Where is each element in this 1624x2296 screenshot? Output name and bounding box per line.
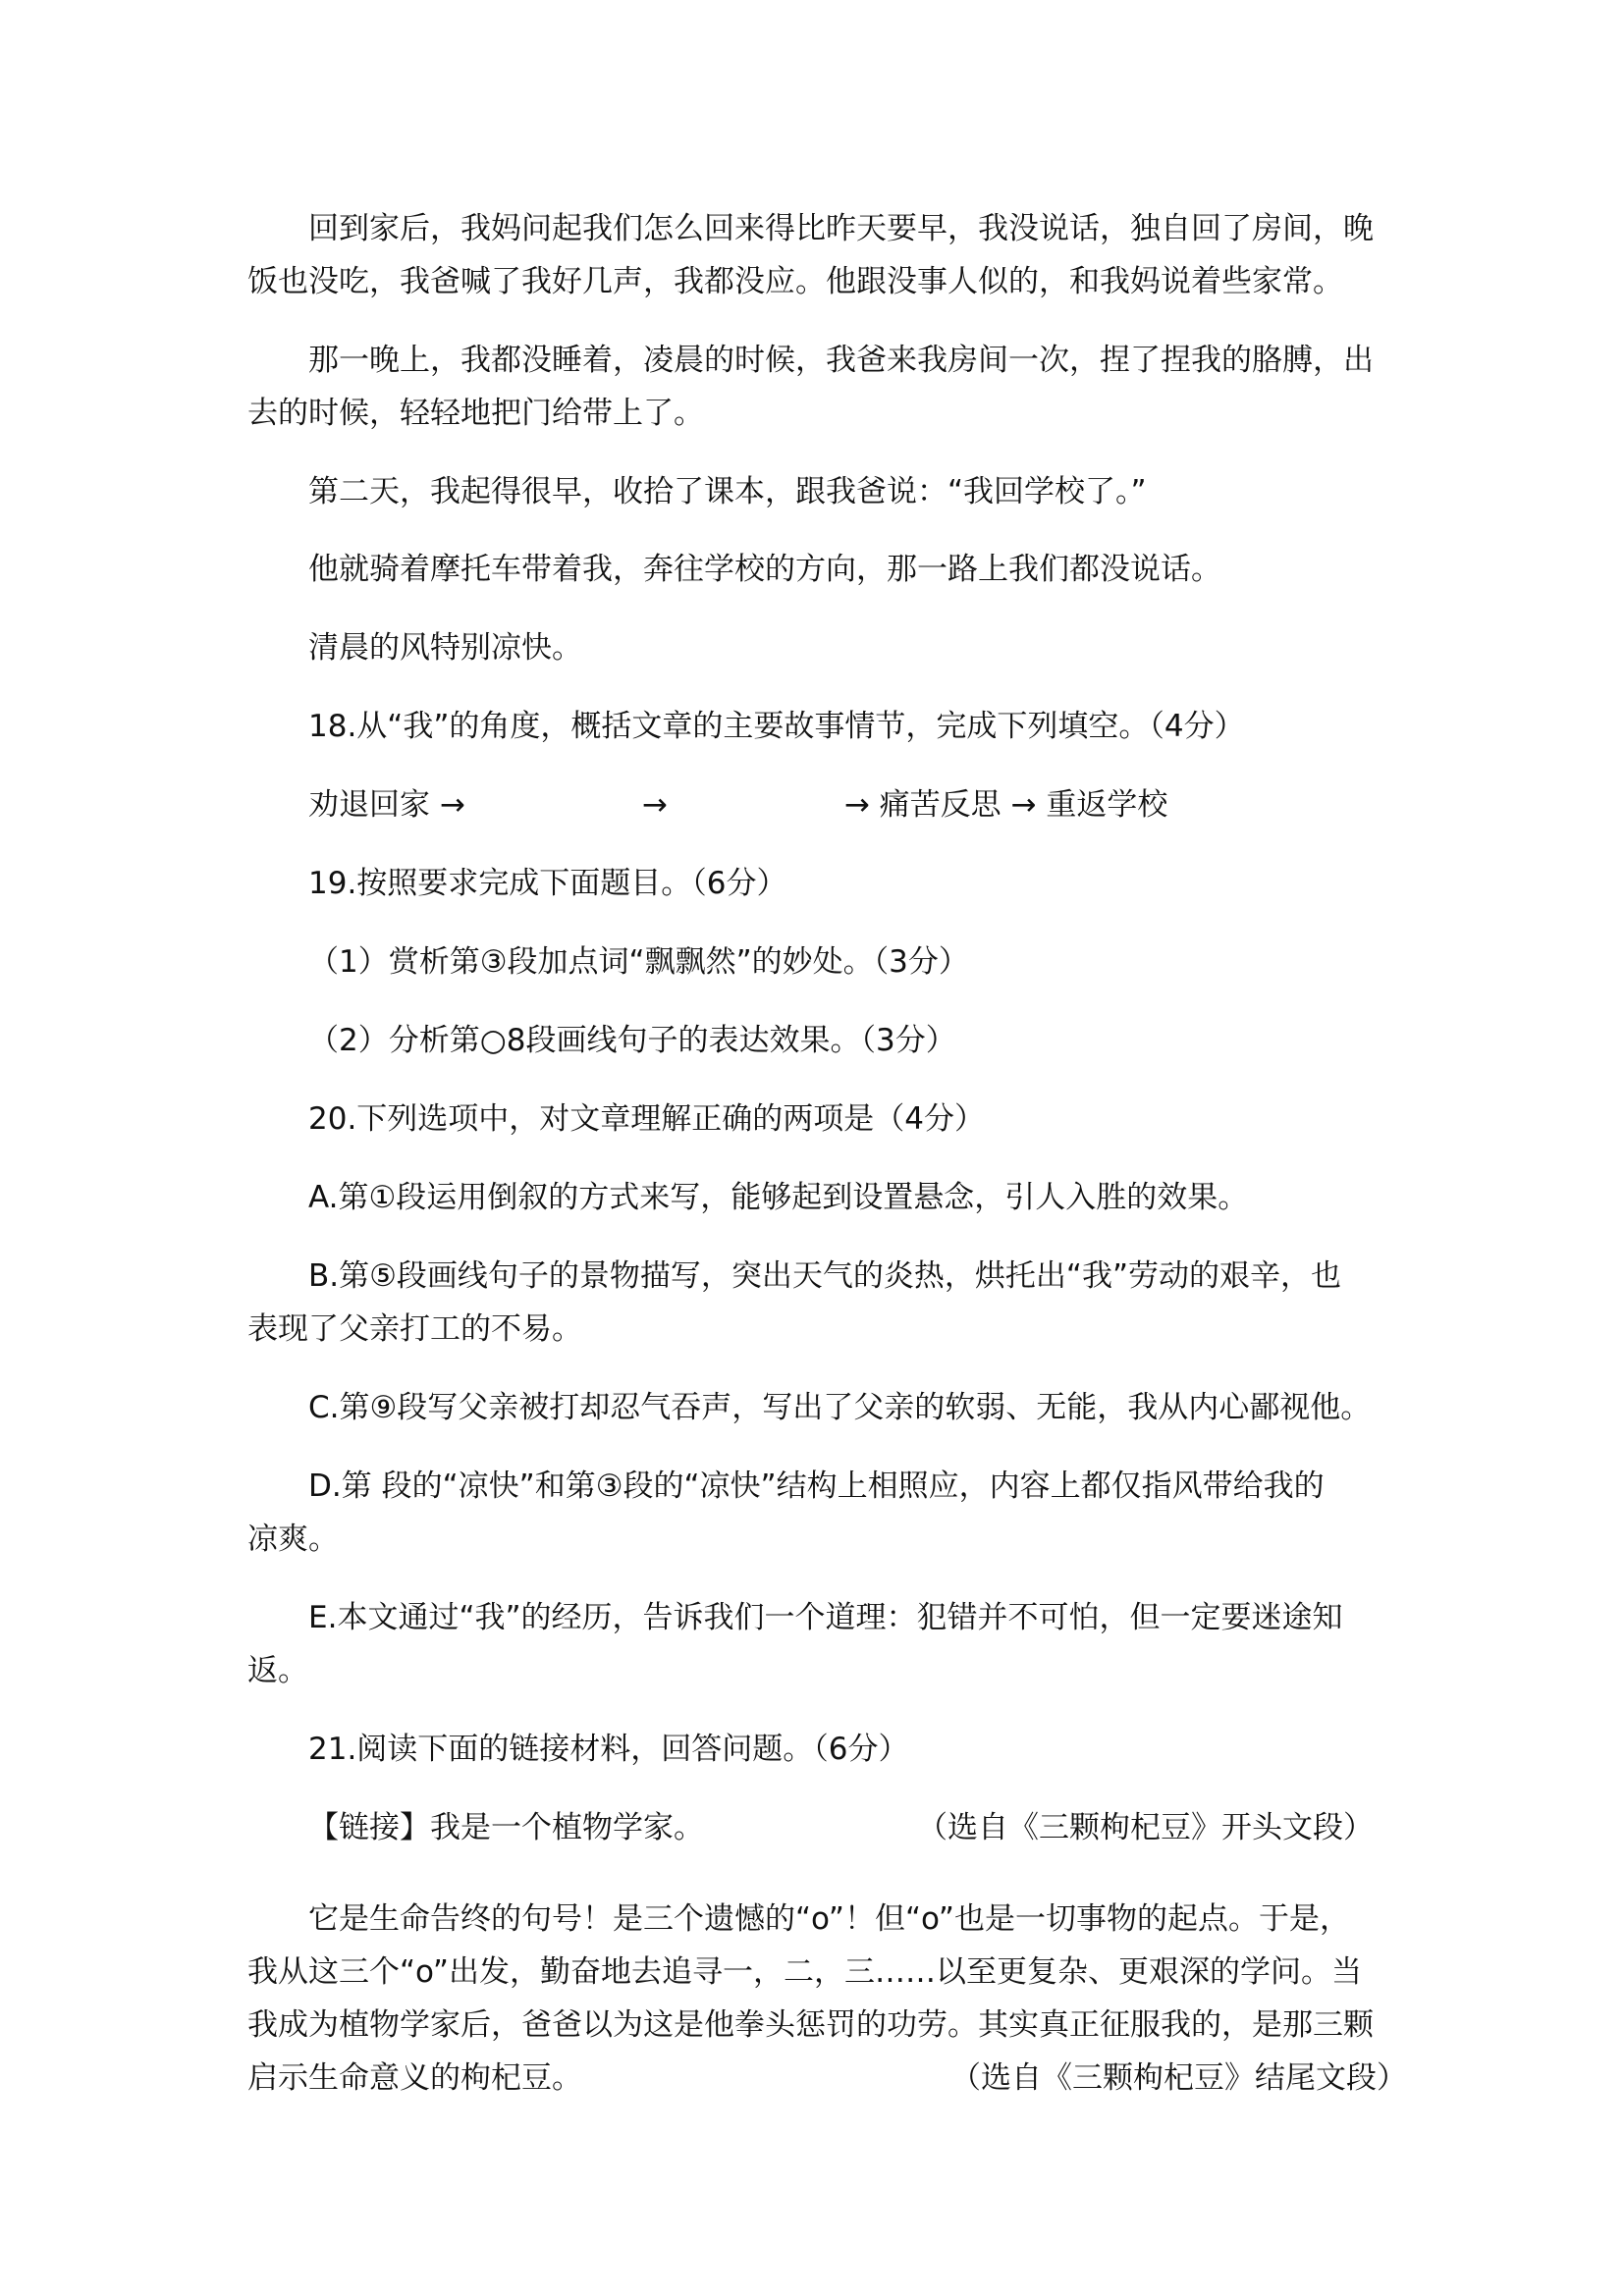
option-b-line-2: 表现了父亲打工的不易。 xyxy=(247,1311,582,1347)
story-paragraph-1-line-2: 饭也没吃，我爸喊了我好几声，我都没应。他跟没事人似的，和我妈说着些家常。 xyxy=(247,264,1343,299)
link-source: （选自《三颗枸杞豆》开头文段） xyxy=(917,1810,1374,1845)
option-a: A.第①段运用倒叙的方式来写，能够起到设置悬念，引人入胜的效果。 xyxy=(308,1180,1249,1215)
story-paragraph-1-line-1: 回到家后，我妈问起我们怎么回来得比昨天要早，我没说话，独自回了房间，晚 xyxy=(308,211,1374,246)
ending-source: （选自《三颗枸杞豆》结尾文段） xyxy=(950,2060,1407,2096)
ending-line-3: 我成为植物学家后，爸爸以为这是他拳头惩罚的功劳。其实真正征服我的，是那三颗 xyxy=(247,2007,1374,2043)
ending-line-2: 我从这三个“o”出发，勤奋地去追寻一，二，三……以至更复杂、更艰深的学问。当 xyxy=(247,1954,1362,1990)
flow-arrow: → xyxy=(641,787,668,823)
flow-end: → 痛苦反思 → 重返学校 xyxy=(843,787,1168,823)
question-21-prompt: 21.阅读下面的链接材料，回答问题。（6分） xyxy=(308,1732,909,1767)
question-20-prompt: 20.下列选项中，对文章理解正确的两项是（4分） xyxy=(308,1101,986,1137)
question-19-sub-2: （2）分析第○8段画线句子的表达效果。（3分） xyxy=(308,1023,956,1058)
question-18-plot-flow xyxy=(247,778,1377,831)
story-paragraph-4: 他就骑着摩托车带着我，奔往学校的方向，那一路上我们都没说话。 xyxy=(308,552,1221,587)
question-19-sub-1: （1）赏析第③段加点词“飘飘然”的妙处。（3分） xyxy=(308,944,969,980)
flow-start: 劝退回家 → xyxy=(308,787,465,823)
option-b-line-1: B.第⑤段画线句子的景物描写，突出天气的炎热，烘托出“我”劳动的艰辛，也 xyxy=(308,1258,1342,1294)
story-paragraph-3: 第二天，我起得很早，收拾了课本，跟我爸说：“我回学校了。” xyxy=(308,474,1147,509)
option-d-line-1: D.第 段的“凉快”和第③段的“凉快”结构上相照应，内容上都仅指风带给我的 xyxy=(308,1468,1325,1504)
option-c: C.第⑨段写父亲被打却忍气吞声，写出了父亲的软弱、无能，我从内心鄙视他。 xyxy=(308,1390,1372,1425)
story-paragraph-2-line-1: 那一晚上，我都没睡着，凌晨的时候，我爸来我房间一次，捏了捏我的胳膊，出 xyxy=(308,343,1374,378)
question-19-prompt: 19.按照要求完成下面题目。（6分） xyxy=(308,866,787,901)
story-paragraph-2-line-2: 去的时候，轻轻地把门给带上了。 xyxy=(247,396,704,431)
option-e-line-2: 返。 xyxy=(247,1653,308,1688)
story-paragraph-5: 清晨的风特别凉快。 xyxy=(308,630,582,666)
link-material: 【链接】我是一个植物学家。 xyxy=(308,1810,704,1845)
option-d-line-2: 凉爽。 xyxy=(247,1522,339,1557)
question-18-prompt: 18.从“我”的角度，概括文章的主要故事情节，完成下列填空。（4分） xyxy=(308,709,1245,744)
ending-line-4: 启示生命意义的枸杞豆。 xyxy=(247,2060,582,2096)
ending-line-1: 它是生命告终的句号！是三个遗憾的“o”！但“o”也是一切事物的起点。于是， xyxy=(308,1901,1350,1937)
option-e-line-1: E.本文通过“我”的经历，告诉我们一个道理：犯错并不可怕，但一定要迷途知 xyxy=(308,1600,1343,1635)
